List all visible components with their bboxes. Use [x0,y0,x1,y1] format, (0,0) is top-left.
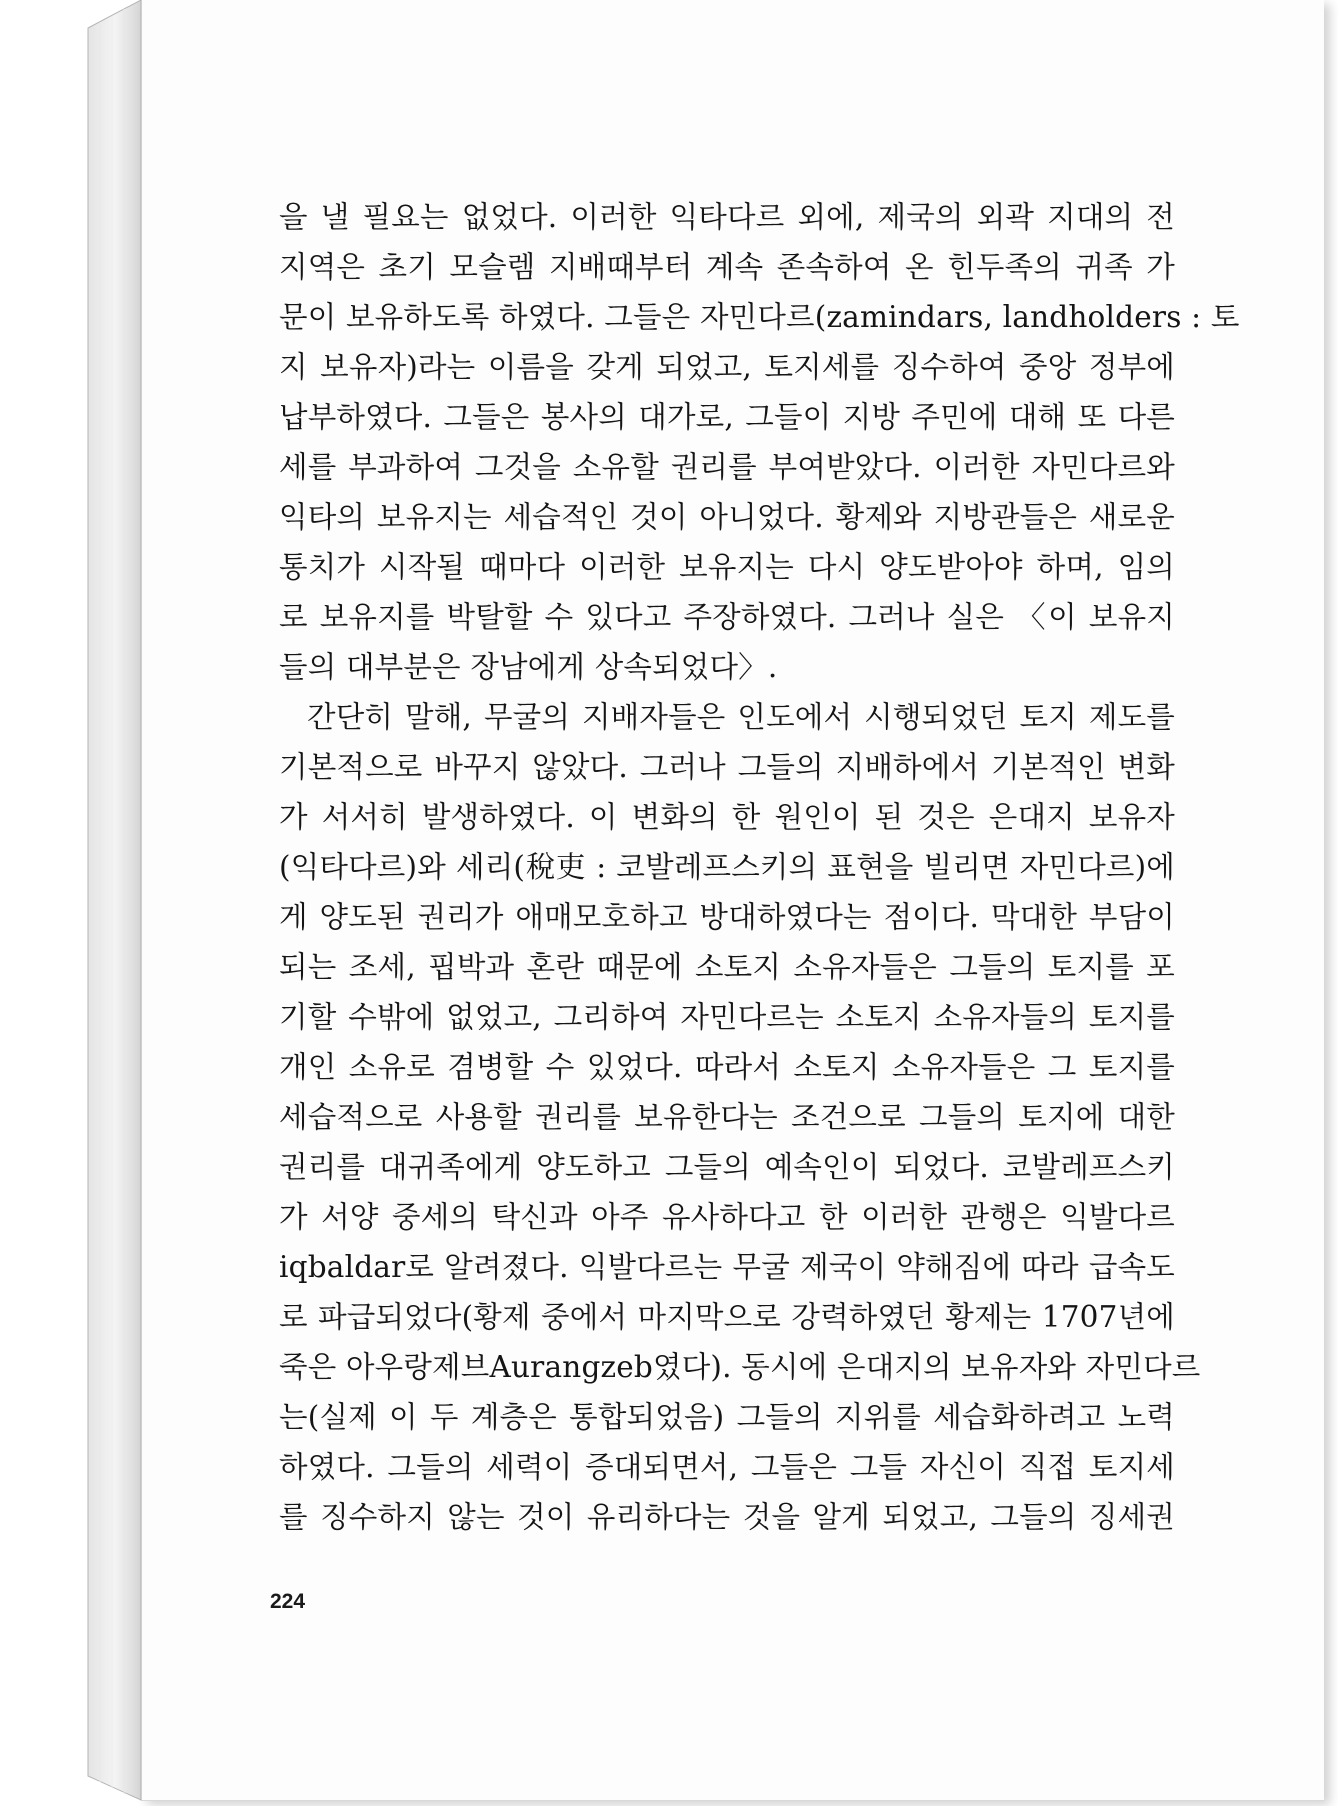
text-line: 익타의 보유지는 세습적인 것이 아니었다. 황제와 지방관들은 새로운 [279,500,1175,534]
body-text [279,192,1240,1542]
text-line-paragraph-end: 들의 대부분은 장남에게 상속되었다〉. [279,650,778,684]
text-line: 는(실제 이 두 계층은 통합되었음) 그들의 지위를 세습화하려고 노력 [279,1400,1175,1434]
text-line: 가 서서히 발생하였다. 이 변화의 한 원인이 된 것은 은대지 보유자 [279,800,1175,834]
text-line: 세를 부과하여 그것을 소유할 권리를 부여받았다. 이러한 자민다르와 [279,450,1175,484]
text-line: 로 보유지를 박탈할 수 있다고 주장하였다. 그러나 실은 〈이 보유지 [279,600,1175,634]
text-line: 가 서양 중세의 탁신과 아주 유사하다고 한 이러한 관행은 익발다르 [279,1200,1175,1234]
text-line: 게 양도된 권리가 애매모호하고 방대하였다는 점이다. 막대한 부담이 [279,900,1175,934]
text-line: 하였다. 그들의 세력이 증대되면서, 그들은 그들 자신이 직접 토지세 [279,1450,1175,1484]
page-number: 224 [270,1590,306,1613]
text-line: iqbaldar로 알려졌다. 익발다르는 무굴 제국이 약해짐에 따라 급속도 [279,1250,1175,1284]
text-line: 문이 보유하도록 하였다. 그들은 자민다르(zamindars, landholders : 토 [279,300,1240,334]
text-line: 기본적으로 바꾸지 않았다. 그러나 그들의 지배하에서 기본적인 변화 [279,750,1175,784]
text-line: (익타다르)와 세리(稅吏 : 코발레프스키의 표현을 빌리면 자민다르)에 [279,850,1175,884]
text-line: 개인 소유로 겸병할 수 있었다. 따라서 소토지 소유자들은 그 토지를 [279,1050,1175,1084]
text-line: 납부하였다. 그들은 봉사의 대가로, 그들이 지방 주민에 대해 또 다른 [279,400,1175,434]
text-line: 세습적으로 사용할 권리를 보유한다는 조건으로 그들의 토지에 대한 [279,1100,1175,1134]
text-line-paragraph-start: 간단히 말해, 무굴의 지배자들은 인도에서 시행되었던 토지 제도를 [307,700,1175,734]
text-line: 되는 조세, 핍박과 혼란 때문에 소토지 소유자들은 그들의 토지를 포 [279,950,1175,984]
text-line: 로 파급되었다(황제 중에서 마지막으로 강력하였던 황제는 1707년에 [279,1300,1175,1334]
text-line: 지역은 초기 모슬렘 지배때부터 계속 존속하여 온 힌두족의 귀족 가 [279,250,1175,284]
text-line: 기할 수밖에 없었고, 그리하여 자민다르는 소토지 소유자들의 토지를 [279,1000,1175,1034]
text-line: 를 징수하지 않는 것이 유리하다는 것을 알게 되었고, 그들의 징세권 [279,1500,1175,1534]
text-line: 을 낼 필요는 없었다. 이러한 익타다르 외에, 제국의 외곽 지대의 전 [279,200,1175,234]
text-line: 권리를 대귀족에게 양도하고 그들의 예속인이 되었다. 코발레프스키 [279,1150,1175,1184]
text-line: 통치가 시작될 때마다 이러한 보유지는 다시 양도받아야 하며, 임의 [279,550,1175,584]
text-line: 죽은 아우랑제브Aurangzeb였다). 동시에 은대지의 보유자와 자민다르 [279,1350,1201,1384]
text-line: 지 보유자)라는 이름을 갖게 되었고, 토지세를 징수하여 중앙 정부에 [279,350,1175,384]
